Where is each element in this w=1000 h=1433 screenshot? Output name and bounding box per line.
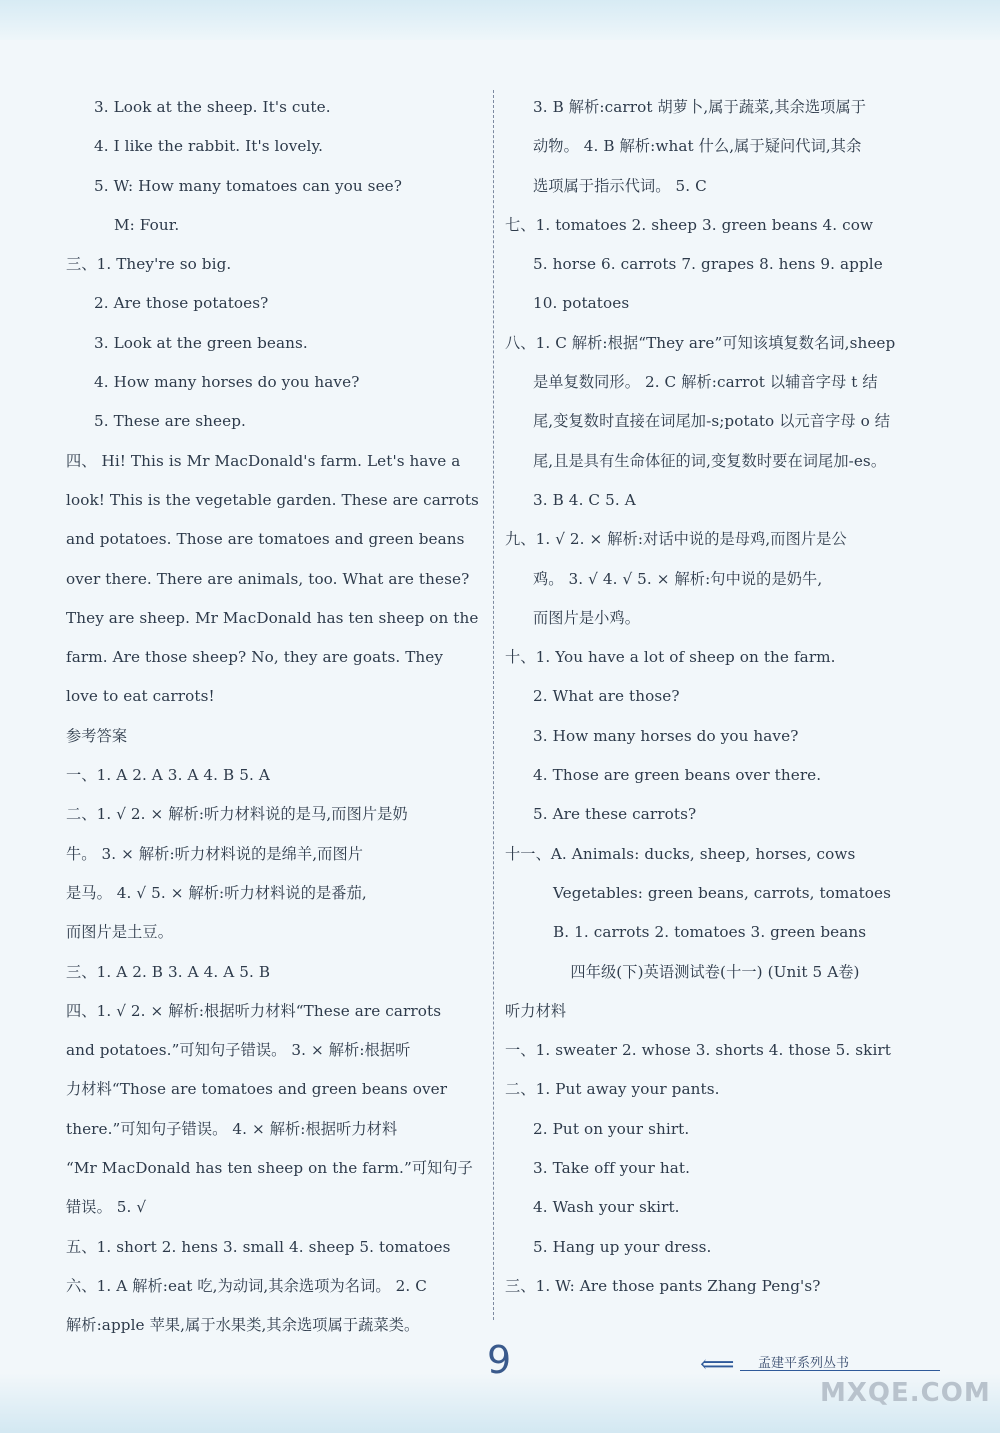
text-line: 3. Look at the green beans.	[94, 333, 308, 352]
text-line: 一、1. A 2. A 3. A 4. B 5. A	[66, 766, 270, 785]
text-line: 3. B 解析:carrot 胡萝卜,属于蔬菜,其余选项属于	[533, 98, 867, 116]
text-line: and potatoes. Those are tomatoes and green beans	[66, 530, 465, 549]
text-line: 二、1. Put away your pants.	[505, 1080, 720, 1099]
text-line: 三、1. W: Are those pants Zhang Peng's?	[505, 1276, 821, 1295]
text-line: and potatoes.”可知句子错误。 3. × 解析:根据听	[66, 1041, 411, 1060]
text-line: 4. How many horses do you have?	[94, 373, 360, 392]
text-line: 选项属于指示代词。 5. C	[533, 176, 707, 195]
right-column	[505, 88, 925, 1306]
text-line: 四、1. √ 2. × 解析:根据听力材料“These are carrots	[66, 1001, 442, 1020]
text-line: 三、1. They're so big.	[66, 255, 232, 274]
text-line: B. 1. carrots 2. tomatoes 3. green beans	[553, 923, 867, 942]
text-line: 10. potatoes	[533, 294, 630, 313]
text-line: 尾,且是具有生命体征的词,变复数时要在词尾加-es。	[533, 451, 887, 470]
text-line: 十、1. You have a lot of sheep on the farm.	[505, 648, 836, 667]
text-line: 七、1. tomatoes 2. sheep 3. green beans 4. cow	[505, 215, 874, 234]
text-line: “Mr MacDonald has ten sheep on the farm.”可知句子	[66, 1159, 473, 1178]
text-line: 鸡。 3. √ 4. √ 5. × 解析:句中说的是奶牛,	[533, 569, 823, 588]
text-line: They are sheep. Mr MacDonald has ten sheep on the	[66, 608, 479, 627]
text-line: farm. Are those sheep? No, they are goats. They	[66, 648, 444, 667]
text-line: 3. Look at the sheep. It's cute.	[94, 98, 331, 116]
text-line: love to eat carrots!	[66, 687, 215, 706]
text-line: 2. What are those?	[533, 687, 680, 706]
text-line: 参考答案	[66, 726, 128, 745]
text-line: 力材料“Those are tomatoes and green beans over	[66, 1080, 448, 1099]
text-line: 3. How many horses do you have?	[533, 726, 799, 745]
text-line: 四年级(下)英语测试卷(十一) (Unit 5 A卷)	[570, 962, 860, 981]
text-line: over there. There are animals, too. What are these?	[66, 569, 470, 588]
text-line: 是单复数同形。 2. C 解析:carrot 以辅音字母 t 结	[533, 373, 878, 392]
text-line: 3. B 4. C 5. A	[533, 490, 636, 509]
text-line: 2. Put on your shirt.	[533, 1119, 690, 1138]
text-line: 动物。 4. B 解析:what 什么,属于疑问代词,其余	[533, 137, 862, 156]
text-line: 而图片是土豆。	[66, 923, 174, 942]
text-line: 错误。 5. √	[66, 1198, 147, 1217]
text-line: 5. These are sheep.	[94, 412, 246, 431]
text-line: 5. Are these carrots?	[533, 805, 697, 824]
text-line: 二、1. √ 2. × 解析:听力材料说的是马,而图片是奶	[66, 805, 408, 824]
text-line: 四、 Hi! This is Mr MacDonald's farm. Let's have a	[66, 451, 461, 470]
footer-series-text: 孟建平系列丛书	[758, 1356, 850, 1371]
top-decoration	[0, 0, 1000, 40]
text-line: there.”可知句子错误。 4. × 解析:根据听力材料	[66, 1119, 398, 1138]
text-line: 4. Wash your skirt.	[533, 1198, 680, 1217]
text-line: look! This is the vegetable garden. These are carrots	[66, 490, 479, 509]
text-line: 九、1. √ 2. × 解析:对话中说的是母鸡,而图片是公	[505, 530, 847, 549]
column-divider	[493, 90, 494, 1320]
text-line: 五、1. short 2. hens 3. small 4. sheep 5. tomatoes	[66, 1237, 451, 1256]
text-line: 3. Take off your hat.	[533, 1159, 691, 1178]
text-line: 牛。 3. × 解析:听力材料说的是绵羊,而图片	[66, 844, 364, 863]
text-line: 5. W: How many tomatoes can you see?	[94, 176, 402, 195]
text-line: 听力材料	[505, 1001, 567, 1020]
text-line: 是马。 4. √ 5. × 解析:听力材料说的是番茄,	[66, 883, 367, 902]
text-line: 2. Are those potatoes?	[94, 294, 269, 313]
text-line: 一、1. sweater 2. whose 3. shorts 4. those 5. skirt	[505, 1041, 891, 1060]
text-line: Vegetables: green beans, carrots, tomatoes	[553, 883, 892, 902]
text-line: M: Four.	[114, 215, 180, 234]
text-line: 十一、A. Animals: ducks, sheep, horses, cows	[505, 844, 856, 863]
page-number: 9	[487, 1338, 512, 1382]
left-column	[66, 88, 481, 1346]
footer	[700, 1340, 960, 1380]
text-line: 六、1. A 解析:eat 吃,为动词,其余选项为名词。 2. C	[66, 1276, 427, 1295]
text-line: 解析:apple 苹果,属于水果类,其余选项属于蔬菜类。	[66, 1316, 420, 1335]
text-line: 5. horse 6. carrots 7. grapes 8. hens 9. apple	[533, 255, 883, 274]
text-line: 5. Hang up your dress.	[533, 1237, 712, 1256]
text-line: 三、1. A 2. B 3. A 4. A 5. B	[66, 962, 271, 981]
watermark-logo: MXQE.COM	[820, 1378, 991, 1408]
text-line: 而图片是小鸡。	[533, 608, 641, 627]
text-line: 4. I like the rabbit. It's lovely.	[94, 137, 324, 156]
text-line: 八、1. C 解析:根据“They are”可知该填复数名词,sheep	[505, 333, 896, 352]
text-line: 4. Those are green beans over there.	[533, 766, 822, 785]
text-line: 尾,变复数时直接在词尾加-s;potato 以元音字母 o 结	[533, 412, 891, 431]
arrow-left-icon: ⟸	[700, 1350, 735, 1378]
